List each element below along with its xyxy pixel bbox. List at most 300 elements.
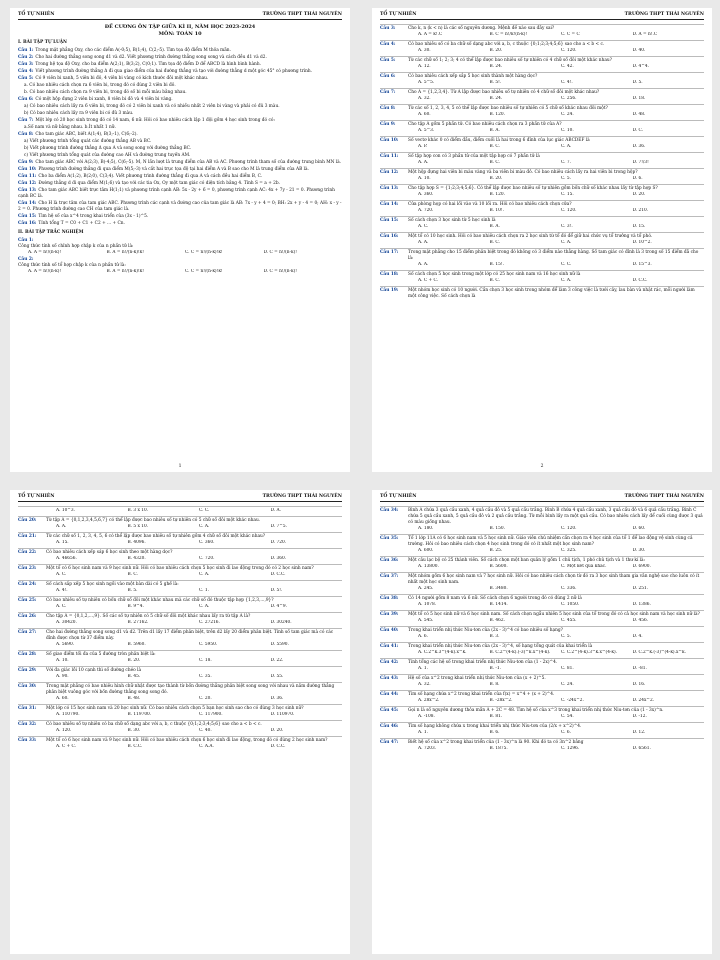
question-text: Có bao nhiêu số có ba chữ số dạng abc với a, b, c thuộc {0;1;2;3;4;5;6} sao cho a < b < c. xyxy=(408,42,605,47)
answer-option: D. 36. xyxy=(632,144,646,149)
question-text: Một câu lạc bộ có 25 thành viên. Số cách chọn một ban quản lý gồm 1 chủ tịch, 1 phó chủ tịch và 1 thư kí là: xyxy=(408,558,646,563)
question-body xyxy=(408,138,704,151)
question-body xyxy=(408,186,704,199)
question-text: Có bao nhiêu cách xếp sắp 5 học sinh thành một hàng dọc? xyxy=(408,74,538,79)
question-text: a.Số nam và nữ bằng nhau. b.Ít nhất 1 nữ. xyxy=(24,125,116,130)
question-number: Câu 33: xyxy=(18,738,37,743)
question-number: Câu 26: xyxy=(18,614,37,619)
question-item xyxy=(18,704,342,720)
answer-option: A. 60. xyxy=(56,696,69,701)
answer-option: D. C. xyxy=(632,128,644,133)
answer-options xyxy=(56,658,342,664)
answer-option: A. 32. xyxy=(418,682,431,687)
question-text: Số cách chọn 5 học sinh trong một lớp có 25 học sinh nam và 16 học sinh nữ là xyxy=(408,272,581,277)
question-body xyxy=(46,738,342,751)
question-body xyxy=(408,724,704,737)
question-item xyxy=(24,111,342,117)
question-text: Công thức tính số chỉnh hợp chập k của n phần tử là: xyxy=(18,244,134,249)
question-text: Trong hệ tọa độ Oxy, cho ba điểm A(2;1), B(3;2), C(0;1). Tìm tọa độ điểm D để ABCD là hình bình hành. xyxy=(35,62,261,67)
answer-option: D. 5!. xyxy=(270,588,283,593)
answer-option: B. 20. xyxy=(489,48,503,53)
question-body xyxy=(408,574,704,593)
answer-option: A. 10^3. xyxy=(56,508,76,513)
question-body xyxy=(408,708,704,721)
answer-option: B. 1414. xyxy=(489,602,508,607)
answer-options xyxy=(418,634,704,640)
answer-option: C. 24. xyxy=(561,112,574,117)
question-number: Câu 29: xyxy=(18,668,37,673)
page-header xyxy=(380,12,704,20)
answer-option: B. 10!. xyxy=(489,208,504,213)
question-number: Câu 30: xyxy=(18,684,37,689)
answer-option: C. C = C xyxy=(561,32,580,37)
answer-option: C. 120. xyxy=(561,526,577,531)
answer-option: A. A. xyxy=(56,524,67,529)
answer-option: D. 60. xyxy=(632,526,646,531)
question-item xyxy=(380,738,704,754)
answer-option: B. 3 x 10. xyxy=(127,508,149,513)
question-item xyxy=(380,658,704,674)
essay-question-list xyxy=(18,48,342,227)
question-text: a) Có bao nhiêu cách lấy ra 6 viên bi, trong đó có 2 viên bi xanh và có nhiều nhất 2 viên bi vàng và phải có đủ 3 màu. xyxy=(24,104,280,109)
answer-option: D. A = n!.C xyxy=(632,32,658,37)
question-body xyxy=(46,684,342,703)
mc-question-list xyxy=(380,506,704,754)
answer-option: A. 12. xyxy=(418,64,431,69)
answer-option: B. C.C. xyxy=(127,744,143,749)
question-number: Câu 32: xyxy=(18,722,37,727)
question-item xyxy=(380,24,704,40)
question-item xyxy=(18,48,342,54)
answer-option: A. A = n!/(n-k)! xyxy=(28,250,62,255)
answer-option: A. A = n!/(n-k)! xyxy=(28,269,62,274)
answer-options xyxy=(56,588,342,594)
question-text: Cho k, n (k < n) là các số nguyên dương. Mệnh đề nào sau đây sai? xyxy=(408,26,555,31)
question-item xyxy=(18,201,342,213)
answer-option: C. C.2^(4-k).3^k.x^(4-k). xyxy=(561,650,618,655)
question-item xyxy=(380,506,704,534)
question-body xyxy=(46,508,342,515)
answer-option: B. 20. xyxy=(489,176,503,181)
answer-option: A. 720. xyxy=(418,208,434,213)
answer-option: B. 6. xyxy=(489,730,500,735)
page-header xyxy=(380,494,704,502)
answer-option: A. 15. xyxy=(56,540,69,545)
question-body xyxy=(408,202,704,215)
question-number: Câu 4: xyxy=(380,42,396,47)
answer-option: D. 210. xyxy=(632,208,649,213)
question-number: Câu 3: xyxy=(380,26,396,31)
answer-option: A. 46656. xyxy=(56,556,77,561)
question-item xyxy=(380,642,704,658)
answer-options xyxy=(56,674,342,680)
question-item xyxy=(18,118,342,124)
question-item xyxy=(18,132,342,138)
answer-option: D. 456. xyxy=(632,618,649,623)
question-text: Tìm hệ số của x^4 trong khai triển của (3x - 1)^5. xyxy=(38,214,149,219)
page-2 xyxy=(372,8,712,472)
answer-options xyxy=(56,524,342,530)
question-text: Cửa phòng họp có hai lối vào và 10 lối ra. Hỏi có bao nhiêu cách chọn cửa? xyxy=(408,202,572,207)
answer-option: C. 120. xyxy=(561,48,577,53)
answer-option: A. 7203. xyxy=(418,746,437,751)
question-text: Số cách sắp xếp 5 học sinh ngồi vào một bàn dài có 5 ghế là: xyxy=(46,582,179,587)
page-4 xyxy=(372,490,712,954)
question-number: Câu 35: xyxy=(380,536,399,541)
answer-option: D. 15^3. xyxy=(632,262,652,267)
question-number: Câu 6: xyxy=(380,74,396,79)
answer-option: C. C = n!/(n-k)!k! xyxy=(185,269,223,274)
answer-option: D. 48. xyxy=(632,112,646,117)
question-body xyxy=(408,558,704,571)
question-body xyxy=(46,598,342,611)
answer-option: C. 1050. xyxy=(561,602,580,607)
question-body xyxy=(46,566,342,579)
question-text: b. Có bao nhiêu cách chọn ra 9 viên bi, trong đó số bi mỗi màu bằng nhau. xyxy=(24,90,187,95)
question-number: Câu 8: xyxy=(18,132,34,137)
question-item xyxy=(380,40,704,56)
question-body xyxy=(46,518,342,531)
question-number: Câu 3: xyxy=(18,62,34,67)
question-number: Câu 46: xyxy=(380,724,399,729)
question-item xyxy=(18,214,342,220)
answer-option: A. 28x^2. xyxy=(418,698,440,703)
answer-option: B. 5600. xyxy=(489,564,508,569)
question-item xyxy=(18,596,342,612)
answer-options xyxy=(418,192,704,198)
answer-option: C. 256. xyxy=(561,96,577,101)
question-item xyxy=(380,610,704,626)
answer-option: D. 20. xyxy=(632,192,646,197)
header-right: TRƯỜNG THPT THÁI NGUYÊN xyxy=(624,12,704,17)
header-left: TỔ TỰ NHIÊN xyxy=(380,12,417,17)
section-heading-mc: II. BÀI TẬP TRẮC NGHIỆM xyxy=(18,230,84,235)
answer-option: C. 5950. xyxy=(199,642,218,647)
answer-option: A. C.2^k.3^(4-k).x^k. xyxy=(418,650,467,655)
question-text: Tính tổng các hệ số trong khai triển nhị thức Niu-tơn của (1 - 2x)^4. xyxy=(408,660,558,665)
question-item xyxy=(380,56,704,72)
answer-option: D. 5. xyxy=(632,80,643,85)
answer-option: B. 150. xyxy=(489,526,505,531)
answer-option: C. A. xyxy=(199,604,210,609)
answer-options xyxy=(56,696,342,702)
question-item xyxy=(24,153,342,159)
question-text: Gọi n là số nguyên dương thỏa mãn A + 2C = 48. Tìm hệ số của x^3 trong khai triển nhị thức Niu-tơn của (1 - 3x)^n. xyxy=(408,708,664,713)
question-body xyxy=(18,263,342,275)
question-text: Một tổ có 6 học sinh nam và 9 học sinh nữ. Hỏi có bao nhiêu cách chọn 5 học sinh đi lao động trong đó có 2 học sinh nam? xyxy=(46,566,314,571)
answer-option: B. C. xyxy=(489,144,500,149)
question-number: Câu 13: xyxy=(18,188,37,193)
answer-options xyxy=(418,618,704,624)
question-item xyxy=(380,248,704,270)
answer-option: D. 5590. xyxy=(270,642,289,647)
question-number: Câu 43: xyxy=(380,676,399,681)
answer-option: B. C. xyxy=(489,160,500,165)
question-text: Cho tam giác ABC biết trực tâm H(1;1) và phương trình cạnh AB: 5x - 2y + 6 = 0, phương trình cạnh AC: 4x + 7y - 21 = 0. Phương trình cạnh BC là. xyxy=(18,188,335,199)
answer-option: D. 6561. xyxy=(632,746,651,751)
answer-option: C. A. xyxy=(199,572,210,577)
answer-options xyxy=(418,144,704,150)
question-body xyxy=(46,706,342,719)
question-number: Câu 12: xyxy=(380,170,399,175)
question-item xyxy=(18,506,342,516)
question-item xyxy=(380,88,704,104)
question-body xyxy=(46,534,342,547)
answer-option: A. A = k!.C xyxy=(418,32,443,37)
question-text: Số cách chọn 3 học sinh từ 5 học sinh là xyxy=(408,218,496,223)
question-item xyxy=(380,286,704,301)
question-item xyxy=(380,722,704,738)
answer-option: A. 245. xyxy=(418,586,434,591)
question-text: Một tổ có 6 học sinh nam và 9 học sinh nữ. Hỏi có bao nhiêu cách chọn 6 học sinh đi lao động, trong đó có đúng 2 học sinh nam? xyxy=(46,738,328,743)
answer-option: B. A = n!/(n-k)!k! xyxy=(106,269,144,274)
question-text: Có bao nhiêu cách xếp sáp 6 học sinh theo một hàng dọc? xyxy=(46,550,173,555)
answer-option: A. 1078. xyxy=(418,602,437,607)
question-number: Câu 12: xyxy=(18,181,37,186)
question-body xyxy=(18,244,342,256)
question-body xyxy=(408,740,704,753)
answer-option: D. 4^9. xyxy=(270,604,287,609)
answer-option: C. 15. xyxy=(561,192,574,197)
answer-option: D. 18. xyxy=(632,96,646,101)
answer-option: A. 5^5. xyxy=(418,80,435,85)
question-text: Có bao nhiêu số tự nhiên có bốn chữ số đôi một khác nhau mà các chữ số đó thuộc tập hợp {1,2,3,...,9}? xyxy=(46,598,274,603)
question-item xyxy=(380,270,704,286)
answer-option: D. -12. xyxy=(632,714,647,719)
question-item xyxy=(380,136,704,152)
answer-options xyxy=(418,278,704,284)
answer-option: D. 12. xyxy=(632,730,646,735)
answer-options xyxy=(56,642,342,648)
answer-option: A. 10. xyxy=(418,176,431,181)
answer-options xyxy=(56,604,342,610)
answer-options xyxy=(28,269,342,275)
answer-option: C. A. xyxy=(561,278,572,283)
question-body xyxy=(408,660,704,673)
answer-option: B. 48. xyxy=(127,696,141,701)
answer-options xyxy=(418,746,704,752)
answer-option: C. 336. xyxy=(561,586,577,591)
answer-option: A. C. xyxy=(56,572,67,577)
question-text: Một nhóm học sinh có 10 người. Cần chọn 3 học sinh trong nhóm để làm 3 công việc là tưới cây, lau bàn và nhặt rác, mỗi người làm một công việc. Số cách chọn là xyxy=(408,288,695,299)
answer-option: C. 20. xyxy=(199,696,212,701)
answer-option: A. C. xyxy=(418,224,429,229)
question-body xyxy=(408,122,704,135)
answer-option: D. 7^5. xyxy=(270,524,287,529)
question-text: Từ các chữ số 1, 2, 3, 4, 5, 6 có thể lập được bao nhiêu số tự nhiên gồm 4 chữ số đôi một khác nhau? xyxy=(46,534,266,539)
answer-option: D. C.2^k.(-3)^(4-k).x^k. xyxy=(632,650,686,655)
answer-options xyxy=(418,730,704,736)
question-item xyxy=(380,556,704,572)
answer-options xyxy=(418,262,704,268)
answer-option: D. 6900. xyxy=(632,564,651,569)
question-text: Một lớp có 20 học sinh trong đó có 14 nam, 6 nữ. Hỏi có bao nhiêu cách lập 1 đội gồm 4 học sinh trong đó có: xyxy=(35,118,275,123)
question-number: Câu 42: xyxy=(380,660,399,665)
answer-option: B. 8. xyxy=(489,682,500,687)
question-text: Tính tổng T = C0 + C1 + C2 + ... + Cn. xyxy=(38,221,125,226)
answer-option: A. 6. xyxy=(418,634,428,639)
answer-option: D. 360. xyxy=(270,556,287,561)
question-number: Câu 16: xyxy=(380,234,399,239)
answer-option: D. 110970. xyxy=(270,712,295,717)
mc-question-list xyxy=(380,24,704,301)
question-number: Câu 15: xyxy=(18,214,37,219)
answer-option: C. 360. xyxy=(199,540,215,545)
question-body xyxy=(46,668,342,681)
answer-options xyxy=(418,176,704,182)
question-number: Câu 8: xyxy=(380,106,396,111)
question-item xyxy=(24,90,342,96)
answer-option: B. 1875. xyxy=(489,746,508,751)
answer-options xyxy=(56,572,342,578)
answer-option: C. 24. xyxy=(561,682,574,687)
answer-option: A. C. xyxy=(56,604,67,609)
question-number: Câu 45: xyxy=(380,708,399,713)
answer-option: B. -28x^2. xyxy=(489,698,513,703)
answer-option: B. 15!. xyxy=(489,262,504,267)
question-number: Câu 39: xyxy=(380,612,399,617)
question-item xyxy=(380,534,704,556)
answer-options xyxy=(56,620,342,626)
answer-option: B. 119700. xyxy=(127,712,152,717)
question-item xyxy=(18,666,342,682)
question-number: Câu 1: xyxy=(18,48,34,53)
question-body xyxy=(408,218,704,231)
answer-option: B. C.2^(4-k).(-3)^k.x^(4-k). xyxy=(489,650,551,655)
question-item xyxy=(380,674,704,690)
answer-options xyxy=(418,80,704,86)
answer-option: B. 120. xyxy=(489,192,505,197)
answer-option: D. A. xyxy=(270,508,281,513)
question-body xyxy=(408,536,704,555)
answer-option: A. 120. xyxy=(56,728,72,733)
question-number: Câu 41: xyxy=(380,644,399,649)
question-number: Câu 16: xyxy=(18,221,37,226)
answer-option: D. 40. xyxy=(632,48,646,53)
question-number: Câu 9: xyxy=(380,122,396,127)
question-body xyxy=(46,582,342,595)
question-number: Câu 21: xyxy=(18,534,37,539)
question-number: Câu 23: xyxy=(18,566,37,571)
answer-option: C. 54. xyxy=(561,714,574,719)
question-text: Công thức tính số tổ hợp chập k của n phần tử là: xyxy=(18,263,126,268)
answer-option: D. C.C. xyxy=(632,278,648,283)
answer-option: C. 3!. xyxy=(561,224,573,229)
answer-option: C. 1296. xyxy=(561,746,580,751)
question-text: b) Có bao nhiêu cách lấy ra 9 viên bi có đủ 3 màu. xyxy=(24,111,134,116)
question-item xyxy=(380,706,704,722)
question-body xyxy=(408,250,704,269)
answer-option: C. 325. xyxy=(561,548,577,553)
answer-options xyxy=(418,602,704,608)
question-text: Từ các số 1, 2, 3, 4, 5 có thể lập được bao nhiêu số tự nhiên có 5 chữ số khác nhau đôi một? xyxy=(408,106,608,111)
question-body xyxy=(408,106,704,119)
answer-option: D. 55. xyxy=(270,674,284,679)
question-number: Câu 47: xyxy=(380,740,399,745)
answer-options xyxy=(418,650,704,656)
answer-option: C. 5. xyxy=(561,634,571,639)
answer-option: C. 10. xyxy=(561,128,574,133)
answer-option: D. 22. xyxy=(270,658,284,663)
question-number: Câu 4: xyxy=(18,69,34,74)
answer-option: A. 90. xyxy=(56,674,69,679)
answer-option: B. 24. xyxy=(489,64,503,69)
question-text: Trong khai triển nhị thức Niu-tơn của (2x - 3)^4, số hạng tổng quát của khai triển là xyxy=(408,644,593,649)
question-text: Trong khai triển nhị thức Niu-tơn của (2x - 3)^4 có bao nhiêu số hạng? xyxy=(408,628,563,633)
answer-option: A. 10. xyxy=(56,658,69,663)
question-number: Câu 28: xyxy=(18,652,37,657)
question-number: Câu 36: xyxy=(380,558,399,563)
answer-options xyxy=(418,32,704,38)
question-item xyxy=(18,160,342,166)
answer-option: D. 16. xyxy=(632,682,646,687)
question-body xyxy=(408,288,704,300)
answer-option: B. 20. xyxy=(127,658,141,663)
answer-option: B. 9^4. xyxy=(127,604,144,609)
answer-option: B. 5 x 10. xyxy=(127,524,149,529)
answer-option: A. 545. xyxy=(418,618,434,623)
question-number: Câu 14: xyxy=(380,202,399,207)
question-item xyxy=(380,120,704,136)
question-number xyxy=(18,508,44,515)
question-number: Câu 2: xyxy=(18,257,34,262)
question-body xyxy=(408,90,704,103)
question-number: Câu 24: xyxy=(18,582,37,587)
question-body xyxy=(408,58,704,71)
question-text: Từ các chữ số 1; 2; 3; 4 có thể lập được bao nhiêu số tự nhiên có 4 chữ số đôi một khác nhau? xyxy=(408,58,612,63)
answer-option: C. 1. xyxy=(199,588,209,593)
question-number: Câu 38: xyxy=(380,596,399,601)
question-number: Câu 31: xyxy=(18,706,37,711)
mc-question-list xyxy=(18,238,342,275)
answer-option: B. 4096. xyxy=(127,540,146,545)
answer-option: B. C. xyxy=(489,240,500,245)
question-item xyxy=(24,125,342,131)
question-number: Câu 17: xyxy=(380,250,399,255)
answer-options xyxy=(418,112,704,118)
page-header xyxy=(18,494,342,502)
question-number: Câu 22: xyxy=(18,550,37,555)
answer-option: C. C. xyxy=(199,508,210,513)
question-text: Có một hộp đựng 2 viên bi xanh, 8 viên bi đỏ và 4 viên bi vàng. xyxy=(35,97,173,102)
question-body xyxy=(408,74,704,87)
question-number: Câu 11: xyxy=(380,154,399,159)
answer-option: D. 6. xyxy=(632,176,643,181)
answer-option: B. 3. xyxy=(489,634,500,639)
question-text: a) Viết phương trình tổng quát các đường thẳng AB và BC. xyxy=(24,139,152,144)
title-line-1: ĐỀ CƯƠNG ÔN TẬP GIỮA KÌ II, NĂM HỌC 2023-2024 xyxy=(104,24,256,30)
question-text: a. Có bao nhiêu cách chọn ra 6 viên bi, trong đó có đúng 2 viên bi đỏ. xyxy=(24,83,176,88)
answer-options xyxy=(56,712,342,718)
question-body xyxy=(408,508,704,533)
answer-option: C. 27216. xyxy=(199,620,220,625)
header-left: TỔ TỰ NHIÊN xyxy=(18,12,55,17)
answer-option: D. 15. xyxy=(632,224,646,229)
page-1 xyxy=(10,8,350,472)
question-item xyxy=(380,572,704,594)
answer-options xyxy=(418,128,704,134)
question-number: Câu 15: xyxy=(380,218,399,223)
question-text: Từ tập A = {0,1,2,3,4,5,6,7} có thể lập được bao nhiêu số tự nhiên có 5 chữ số đôi một khác nhau. xyxy=(46,518,261,523)
answer-option: A. 13800. xyxy=(418,564,439,569)
question-text: Có 14 người gồm 8 nam và 6 nữ. Số cách chọn 6 người trong đó có đúng 2 nữ là xyxy=(408,596,582,601)
question-body xyxy=(408,644,704,657)
question-text: Cho hai đường thẳng song song d1 và d2. Trên d1 lấy 17 điểm phân biệt, trên d2 lấy 20 điểm phân biệt. Tính số tam giác mà có các đỉnh được chọn từ 37 điểm này. xyxy=(46,630,334,641)
question-number: Câu 11: xyxy=(18,174,37,179)
answer-option: B. 24. xyxy=(489,96,503,101)
question-text: Cho hai đường thẳng song song d1 và d2. Viết phương trình đường thẳng song song và cách đều d1 và d2. xyxy=(35,55,267,60)
answer-option: B. 5960. xyxy=(127,642,146,647)
